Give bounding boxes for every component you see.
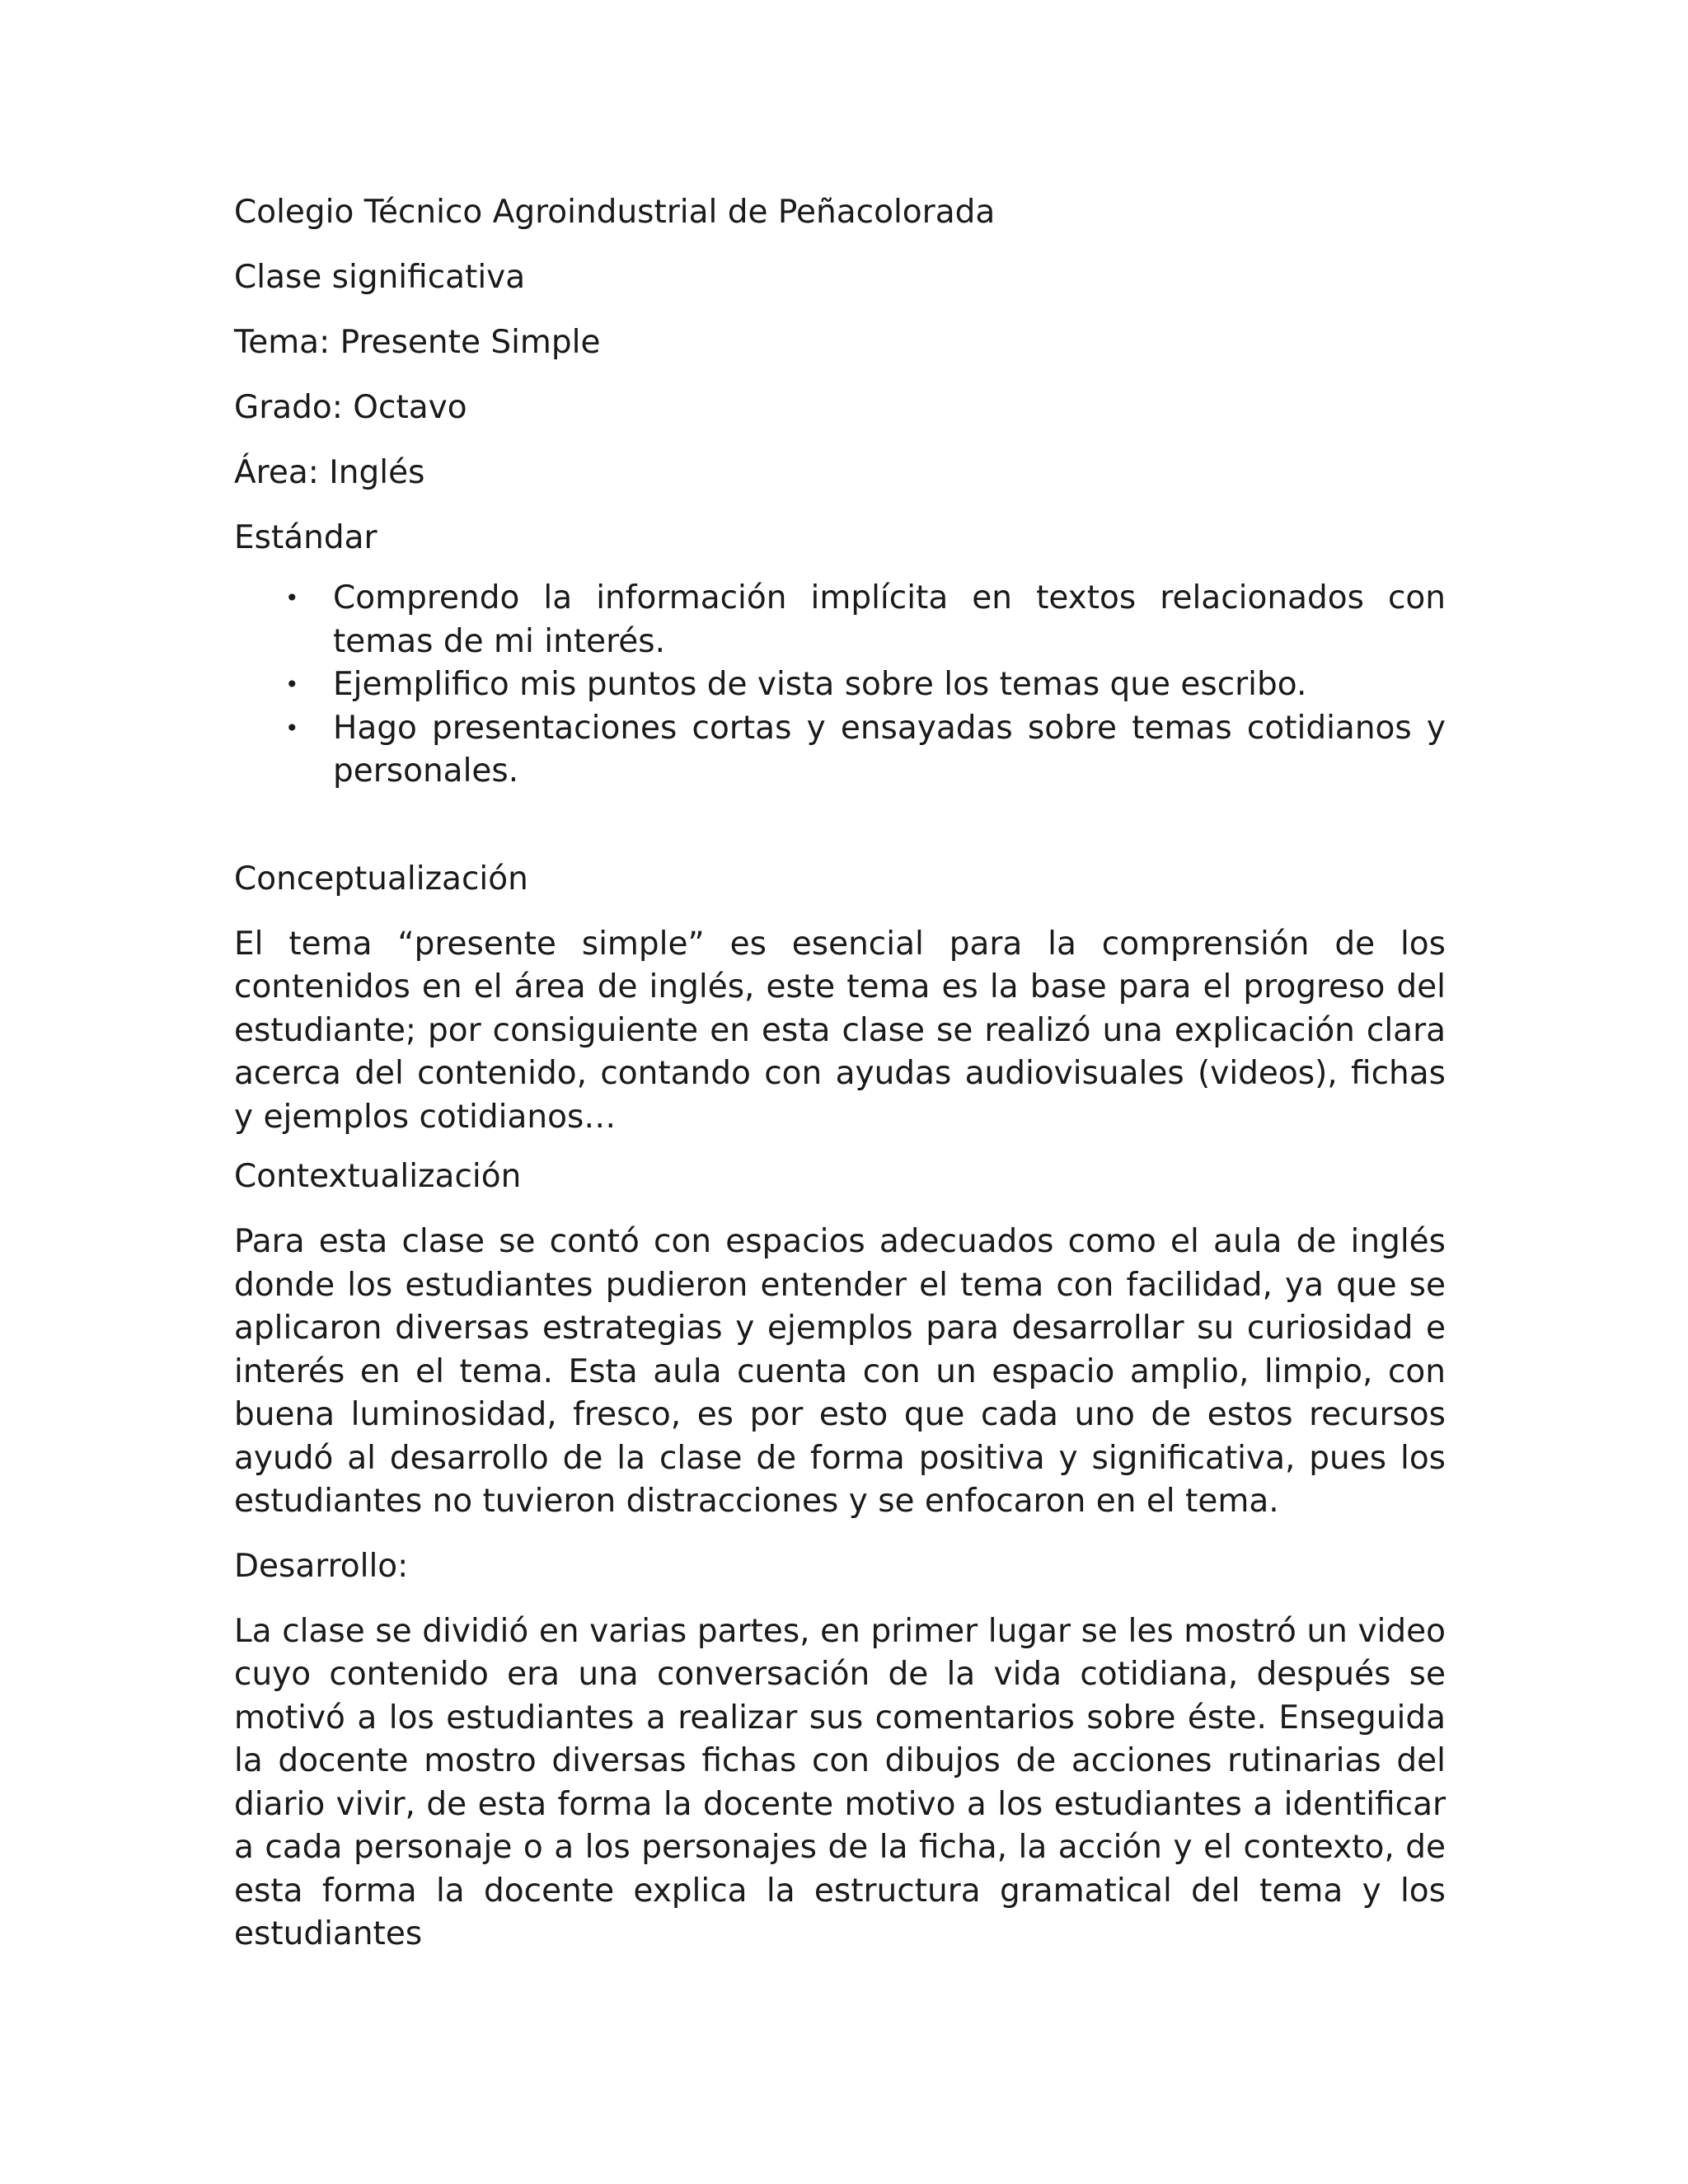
desarrollo-body: La clase se dividió en varias partes, en primer lugar se les mostró un video cuyo contenido era una conversación de la vida cotidiana, después se motivó a los estudiantes a realizar sus comentarios sobre éste. Enseguida la docente mostro diversas fichas con dibujos de acciones rutinarias del diario vivir, de esta forma la docente motivo a los estudiantes a identificar a cada personaje o a los personajes de la ficha, la acción y el contexto, de esta forma la docente explica la estructura gramatical del tema y los estudiantes (234, 1612, 1446, 1952)
standard-item (285, 577, 1446, 663)
class-type: Clase significativa (234, 259, 526, 296)
document-page (234, 191, 1446, 1978)
desarrollo-heading: Desarrollo: (234, 1547, 409, 1585)
grade-line: Grado: Octavo (234, 389, 467, 426)
conceptualizacion-body: El tema “presente simple” es esencial para la comprensión de los contenidos en el área de inglés, este tema es la base para el progreso del estudiante; por consiguiente en esta clase se realizó una explicación clara acerca del contenido, contando con ayudas audiovisuales (videos), fichas y ejemplos cotidianos… (234, 925, 1446, 1136)
standard-text: Ejemplifico mis puntos de vista sobre los temas que escribo. (333, 666, 1307, 703)
standard-text: Hago presentaciones cortas y ensayadas sobre temas cotidianos y personales. (333, 709, 1446, 790)
contextualizacion-body: Para esta clase se contó con espacios adecuados como el aula de inglés donde los estudiantes pudieron entender el tema con facilidad, ya que se aplicaron diversas estrategias y ejemplos para desarrollar su curiosidad e interés en el tema. Esta aula cuenta con un espacio amplio, limpio, con buena luminosidad, fresco, es por esto que cada uno de estos recursos ayudó al desarrollo de la clase de forma positiva y significativa, pues los estudiantes no tuvieron distracciones y se enfocaron en el tema. (234, 1223, 1446, 1520)
standard-item (285, 663, 1446, 707)
conceptualizacion-heading: Conceptualización (234, 860, 528, 898)
standards-list (234, 577, 1446, 794)
topic-line: Tema: Presente Simple (234, 324, 601, 361)
standard-heading: Estándar (234, 519, 377, 556)
bullet-icon: • (285, 671, 299, 698)
contextualizacion-heading: Contextualización (234, 1158, 522, 1195)
section-spacer (234, 794, 1446, 858)
bullet-icon: • (285, 714, 299, 742)
bullet-icon: • (285, 584, 299, 612)
area-line: Área: Inglés (234, 454, 425, 491)
standard-text: Comprendo la información implícita en textos relacionados con temas de mi interés. (333, 579, 1446, 660)
standard-item (285, 707, 1446, 794)
school-name: Colegio Técnico Agroindustrial de Peñacolorada (234, 194, 996, 231)
